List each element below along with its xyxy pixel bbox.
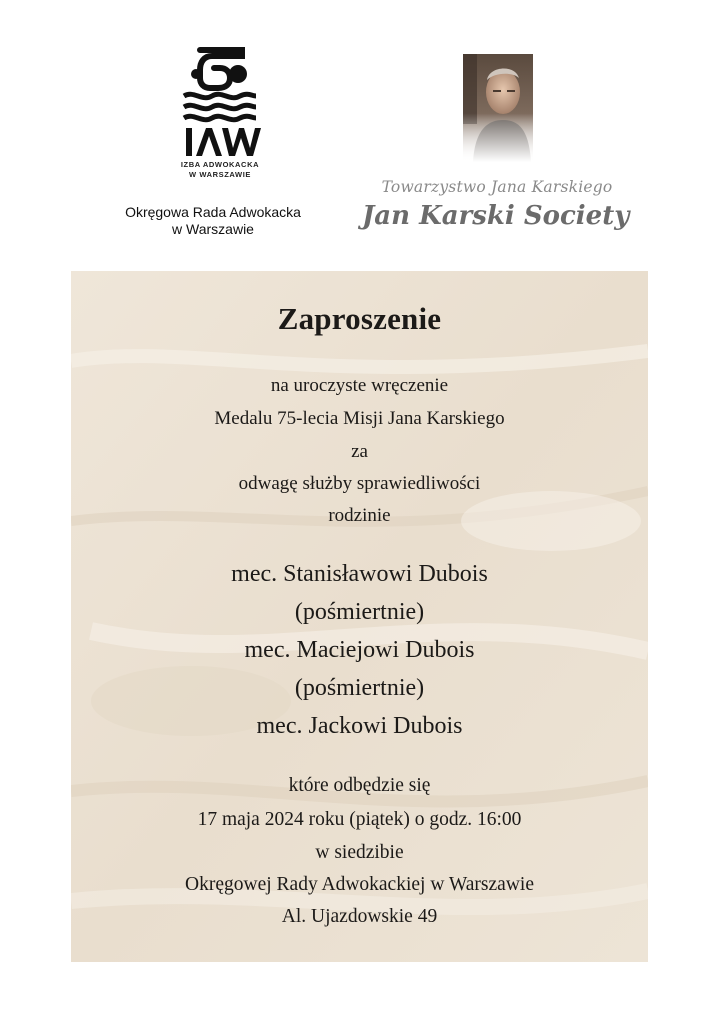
portrait-image — [463, 54, 533, 162]
recipient-line-3: mec. Maciejowi Dubois — [244, 637, 475, 663]
iaw-caption — [170, 160, 270, 180]
recipient-line-4: (pośmiertnie) — [294, 675, 425, 701]
intro-line-2: Medalu 75-lecia Misji Jana Karskiego — [214, 408, 505, 429]
org-name-line-1: Okręgowa Rada Adwokacka — [125, 204, 301, 220]
detail-line-2: 17 maja 2024 roku (piątek) o godz. 16:00 — [197, 809, 522, 830]
society-name-en: Jan Karski Society — [362, 201, 630, 231]
recipient-line-1: mec. Stanisławowi Dubois — [231, 561, 488, 587]
invitation-title: Zaproszenie — [277, 301, 442, 336]
detail-line-3: w siedzibie — [315, 842, 404, 863]
intro-line-3: za — [351, 441, 368, 462]
org-name-line-2: w Warszawie — [172, 221, 254, 237]
iaw-caption-line-1: IZBA ADWOKACKA — [180, 160, 260, 169]
iaw-caption-line-2: W WARSZAWIE — [188, 170, 251, 179]
detail-line-1: które odbędzie się — [288, 775, 431, 796]
karski-portrait — [463, 54, 533, 162]
org-name — [100, 204, 326, 238]
society-name-pl: Towarzystwo Jana Karskiego — [381, 178, 613, 196]
detail-line-5: Al. Ujazdowskie 49 — [281, 906, 438, 927]
recipient-line-5: mec. Jackowi Dubois — [256, 713, 463, 739]
intro-line-4: odwagę służby sprawiedliwości — [238, 473, 481, 494]
recipient-line-2: (pośmiertnie) — [294, 599, 425, 625]
invitation-card — [71, 271, 648, 962]
detail-line-4: Okręgowej Rady Adwokackiej w Warszawie — [185, 874, 534, 895]
intro-line-5: rodzinie — [328, 505, 391, 526]
iaw-emblem-icon — [178, 44, 262, 162]
intro-line-1: na uroczyste wręczenie — [270, 375, 449, 396]
